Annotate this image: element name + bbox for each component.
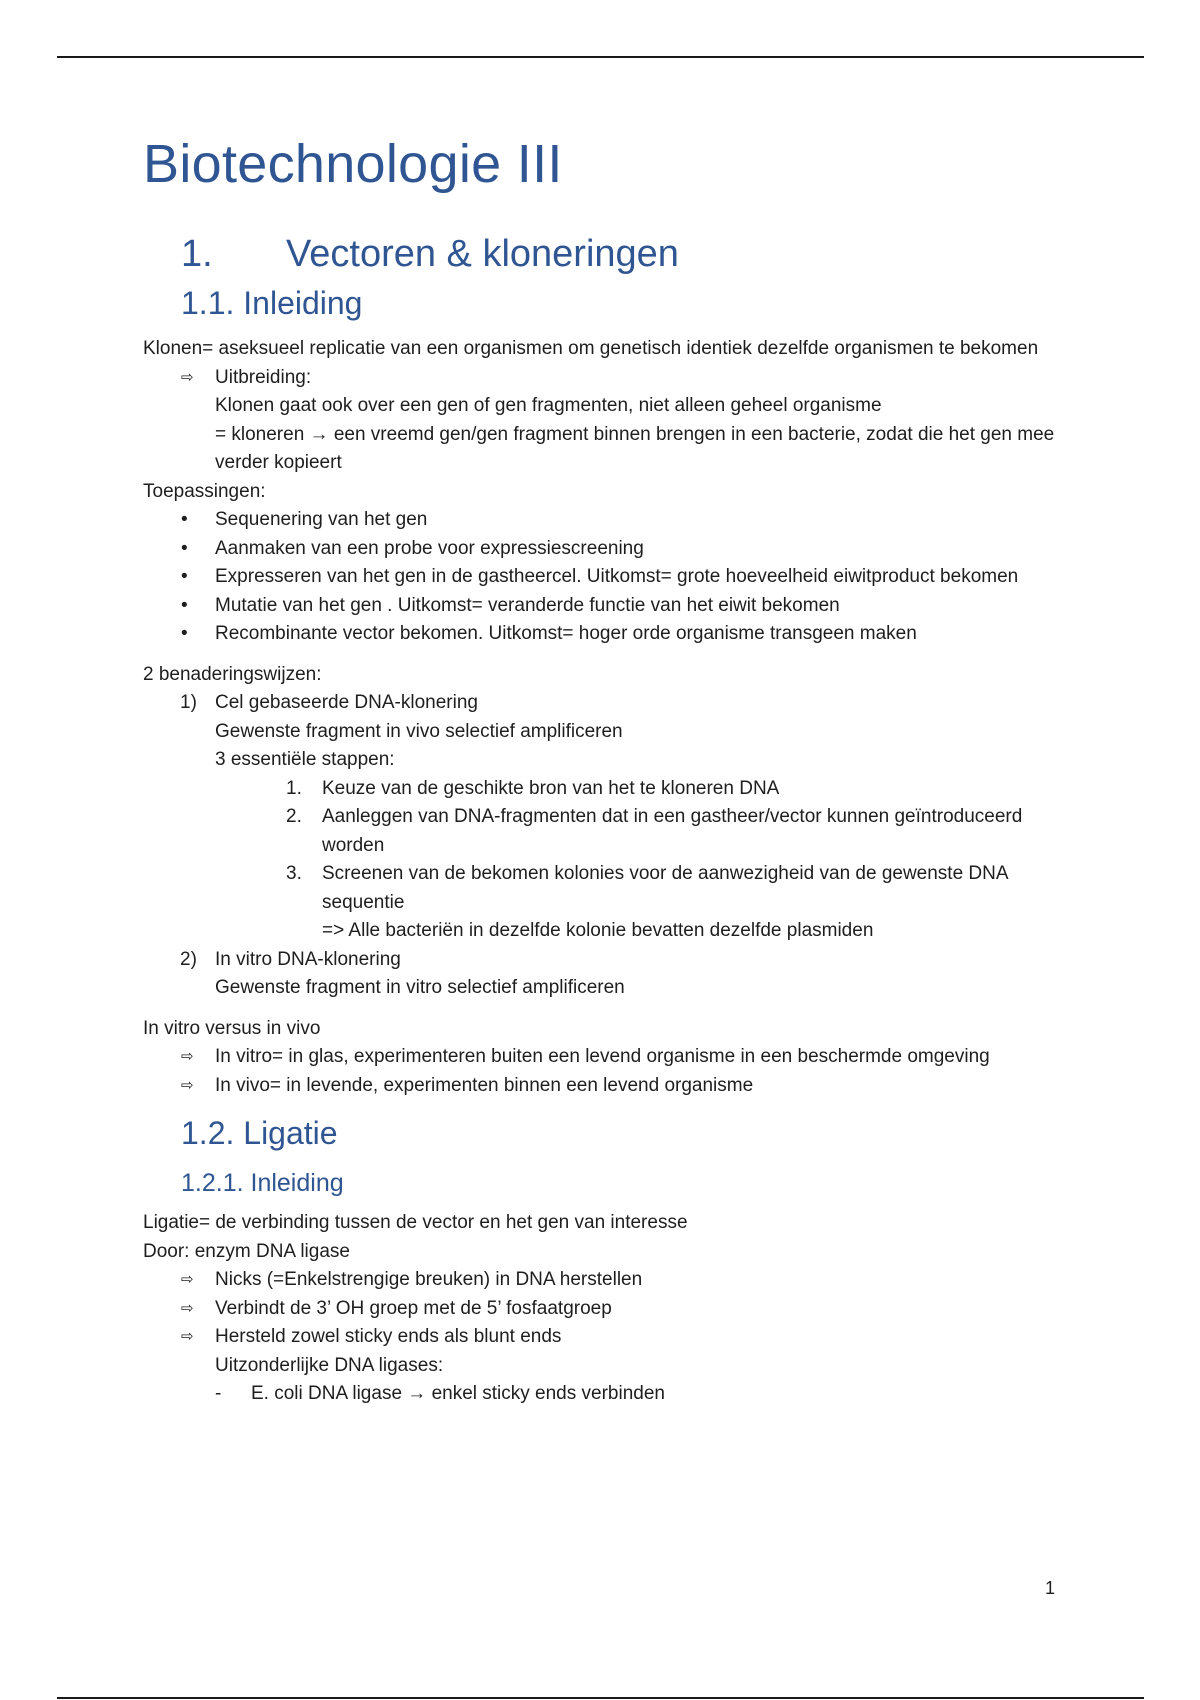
- bullet-text: Recombinante vector bekomen. Uitkomst= hoger orde organisme transgeen maken: [215, 623, 917, 645]
- list-item: [143, 1072, 1063, 1101]
- footer-rule: [57, 1697, 1144, 1699]
- ligase-item: Nicks (=Enkelstrengige breuken) in DNA herstellen: [215, 1269, 643, 1291]
- uitbreiding-line: = kloneren → een vreemd gen/gen fragment binnen brengen in een bacterie, zodat die het gen mee verder kopieert: [215, 423, 1055, 474]
- step-text: Screenen van de bekomen kolonies voor de aanwezigheid van de gewenste DNA sequentie: [322, 863, 1008, 913]
- vitro-vivo-label: In vitro versus in vivo: [143, 1017, 321, 1039]
- list-item: [143, 1380, 1063, 1409]
- list-item: [143, 592, 1063, 621]
- arrow-icon: ⇨: [181, 1271, 194, 1289]
- step-note: => Alle bacteriën in dezelfde kolonie bevatten dezelfde plasmiden: [322, 920, 874, 942]
- page-number: 1: [1045, 1578, 1056, 1598]
- list-number: 2.: [286, 806, 302, 828]
- uitbreiding-line: Klonen gaat ook over een gen of gen fragmenten, niet alleen geheel organisme: [215, 395, 882, 417]
- arrow-icon: ⇨: [181, 1299, 194, 1317]
- list-number: 2): [180, 948, 197, 970]
- bullet-icon: •: [181, 623, 188, 645]
- bullet-text: Expresseren van het gen in de gastheercel. Uitkomst= grote hoeveelheid eiwitproduct bekomen: [215, 566, 1019, 588]
- list-item: [143, 1266, 1063, 1295]
- bullet-text: Mutatie van het gen . Uitkomst= veranderde functie van het eiwit bekomen: [215, 594, 840, 616]
- bullet-icon: •: [181, 566, 188, 588]
- list-item: [143, 803, 1063, 860]
- list-item: [143, 689, 1063, 718]
- approach-line: Gewenste fragment in vivo selectief amplificeren: [215, 720, 623, 742]
- list-item: [143, 1043, 1063, 1072]
- arrow-icon: ⇨: [181, 368, 194, 386]
- list-item: [143, 860, 1063, 917]
- ligatie-definition: Ligatie= de verbinding tussen de vector en het gen van interesse: [143, 1212, 688, 1234]
- list-item: [143, 775, 1063, 804]
- bullet-icon: •: [181, 594, 188, 616]
- section-heading-ligatie: 1.2. Ligatie: [181, 1115, 338, 1152]
- approach-line: 3 essentiële stappen:: [215, 749, 395, 771]
- list-item: [143, 946, 1063, 975]
- ligase-item: Hersteld zowel sticky ends als blunt ends: [215, 1326, 562, 1348]
- approach-title: Cel gebaseerde DNA-klonering: [215, 692, 478, 714]
- list-item: [143, 506, 1063, 535]
- subsection-heading-inleiding: 1.2.1. Inleiding: [181, 1168, 344, 1197]
- document-title: Biotechnologie III: [143, 134, 563, 194]
- dash-text: E. coli DNA ligase → enkel sticky ends verbinden: [251, 1383, 665, 1405]
- arrow-icon: ⇨: [181, 1076, 194, 1094]
- header-rule: [57, 56, 1144, 58]
- arrow-icon: ⇨: [181, 1328, 194, 1346]
- list-item: [143, 1323, 1063, 1352]
- list-number: 1): [180, 692, 197, 714]
- bullet-icon: •: [181, 509, 188, 531]
- vitro-text: In vitro= in glas, experimenteren buiten een levend organisme in een beschermde omgeving: [215, 1046, 990, 1068]
- vivo-text: In vivo= in levende, experimenten binnen een levend organisme: [215, 1074, 754, 1096]
- klonen-definition: Klonen= aseksueel replicatie van een organismen om genetisch identiek dezelfde organismen te bekomen: [143, 338, 1039, 360]
- approach-line: Gewenste fragment in vitro selectief amplificeren: [215, 977, 625, 999]
- step-text: Aanleggen van DNA-fragmenten dat in een gastheer/vector kunnen geïntroduceerd worden: [322, 806, 1023, 856]
- list-number: 3.: [286, 863, 302, 885]
- arrow-icon: ⇨: [181, 1048, 194, 1066]
- step-text: Keuze van de geschikte bron van het te kloneren DNA: [322, 777, 780, 799]
- document-page: [143, 135, 1063, 1409]
- bullet-text: Sequenering van het gen: [215, 509, 428, 531]
- list-number: 1.: [286, 777, 302, 799]
- section-heading-inleiding: 1.1. Inleiding: [181, 285, 363, 322]
- toepassingen-label: Toepassingen:: [143, 480, 266, 502]
- benadering-label: 2 benaderingswijzen:: [143, 663, 322, 685]
- chapter-heading: [181, 234, 1063, 276]
- ligase-item: Verbindt de 3’ OH groep met de 5’ fosfaatgroep: [215, 1297, 612, 1319]
- bullet-icon: •: [181, 537, 188, 559]
- chapter-title: Vectoren & kloneringen: [286, 233, 679, 276]
- list-item: [143, 535, 1063, 564]
- list-item: [143, 563, 1063, 592]
- uitbreiding-label: Uitbreiding:: [215, 366, 312, 388]
- list-item: [143, 364, 1063, 393]
- chapter-number: 1.: [181, 233, 213, 276]
- dash-marker: -: [215, 1383, 222, 1405]
- bullet-text: Aanmaken van een probe voor expressiescreening: [215, 537, 644, 559]
- approach-title: In vitro DNA-klonering: [215, 948, 401, 970]
- list-item: [143, 1295, 1063, 1324]
- uitzonderlijk-label: Uitzonderlijke DNA ligases:: [215, 1354, 444, 1376]
- list-item: [143, 620, 1063, 649]
- door-line: Door: enzym DNA ligase: [143, 1240, 350, 1262]
